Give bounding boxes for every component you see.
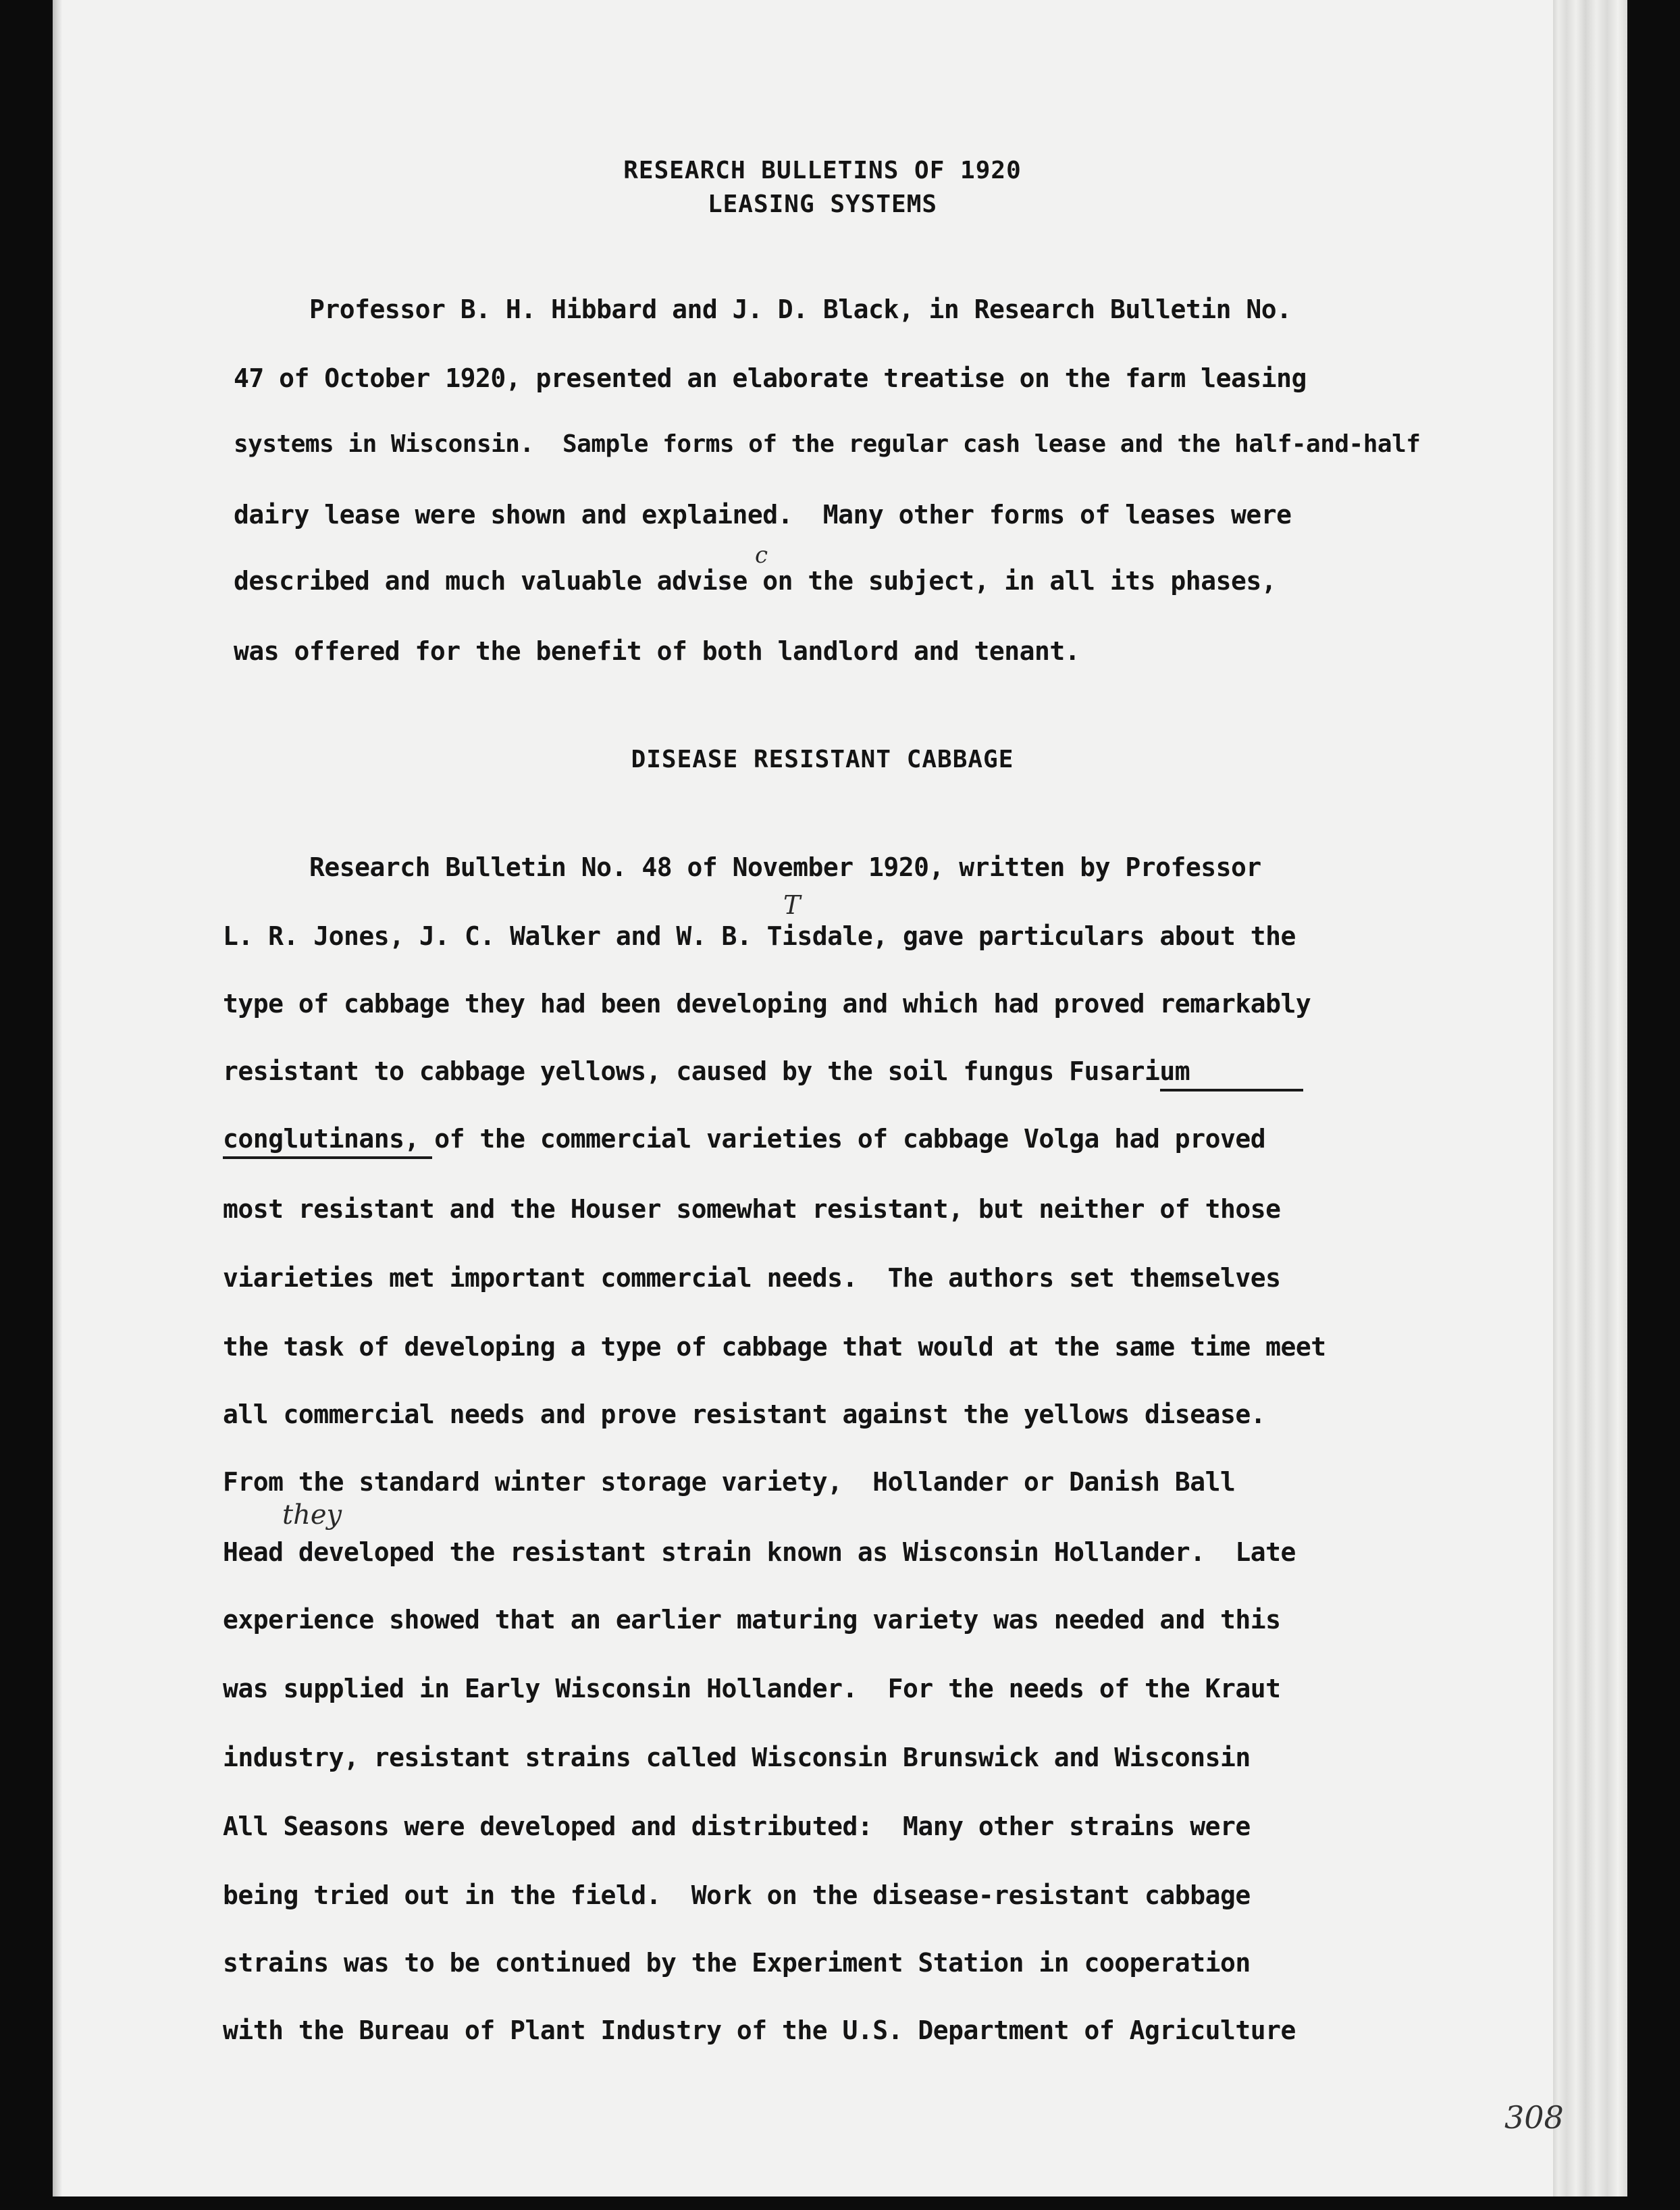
handwritten-correction-c: c [755,542,768,569]
text-line: Head developed the resistant strain known as Wisconsin Hollander. Late [223,1537,1296,1567]
text-line: 47 of October 1920, presented an elaborate treatise on the farm leasing [234,363,1307,393]
text-line: conglutinans, of the commercial varieties of cabbage Volga had proved [223,1124,1266,1154]
text-line: From the standard winter storage variety, Hollander or Danish Ball [223,1467,1236,1497]
text-line: strains was to be continued by the Experiment Station in cooperation [223,1948,1251,1978]
document-title: RESEARCH BULLETINS OF 1920 [623,157,1022,184]
text-line: being tried out in the field. Work on the disease-resistant cabbage [223,1880,1251,1910]
text-line: L. R. Jones, J. C. Walker and W. B. Tisdale, gave particulars about the [223,921,1296,951]
page-shadow [53,0,62,2196]
text-line: industry, resistant strains called Wisconsin Brunswick and Wisconsin [223,1743,1251,1772]
page-number: 308 [1504,2099,1564,2136]
stacked-page-edges [1553,0,1627,2196]
text-line: resistant to cabbage yellows, caused by the soil fungus Fusarium [223,1056,1190,1086]
text-line: was supplied in Early Wisconsin Hollander. For the needs of the Kraut [223,1674,1281,1703]
text-line: dairy lease were shown and explained. Many other forms of leases were [234,500,1292,530]
text-line: was offered for the benefit of both landlord and tenant. [234,636,1080,666]
handwritten-correction-t: T [783,890,801,920]
text-line: type of cabbage they had been developing and which had proved remarkably [223,989,1311,1019]
section-heading-cabbage: DISEASE RESISTANT CABBAGE [631,746,1014,773]
species-underline [1160,1089,1303,1091]
text-line: with the Bureau of Plant Industry of the U.S. Department of Agriculture [223,2015,1296,2045]
text-line: the task of developing a type of cabbage that would at the same time meet [223,1332,1326,1362]
text-line: described and much valuable advise on the subject, in all its phases, [234,566,1277,596]
section-heading-leasing: LEASING SYSTEMS [707,190,938,218]
handwritten-insert-they: they [282,1499,342,1531]
document-page [53,0,1627,2196]
species-underline [223,1156,432,1159]
text-line: experience showed that an earlier maturing variety was needed and this [223,1605,1281,1635]
text-line: viarieties met important commercial needs. The authors set themselves [223,1263,1281,1293]
text-line: Research Bulletin No. 48 of November 1920, written by Professor [309,852,1261,882]
text-line: most resistant and the Houser somewhat resistant, but neither of those [223,1194,1281,1224]
text-line: All Seasons were developed and distributed: Many other strains were [223,1811,1251,1841]
text-line: all commercial needs and prove resistant against the yellows disease. [223,1399,1266,1429]
text-line: Professor B. H. Hibbard and J. D. Black, in Research Bulletin No. [309,294,1292,324]
text-line: systems in Wisconsin. Sample forms of the regular cash lease and the half-and-half [234,430,1421,458]
